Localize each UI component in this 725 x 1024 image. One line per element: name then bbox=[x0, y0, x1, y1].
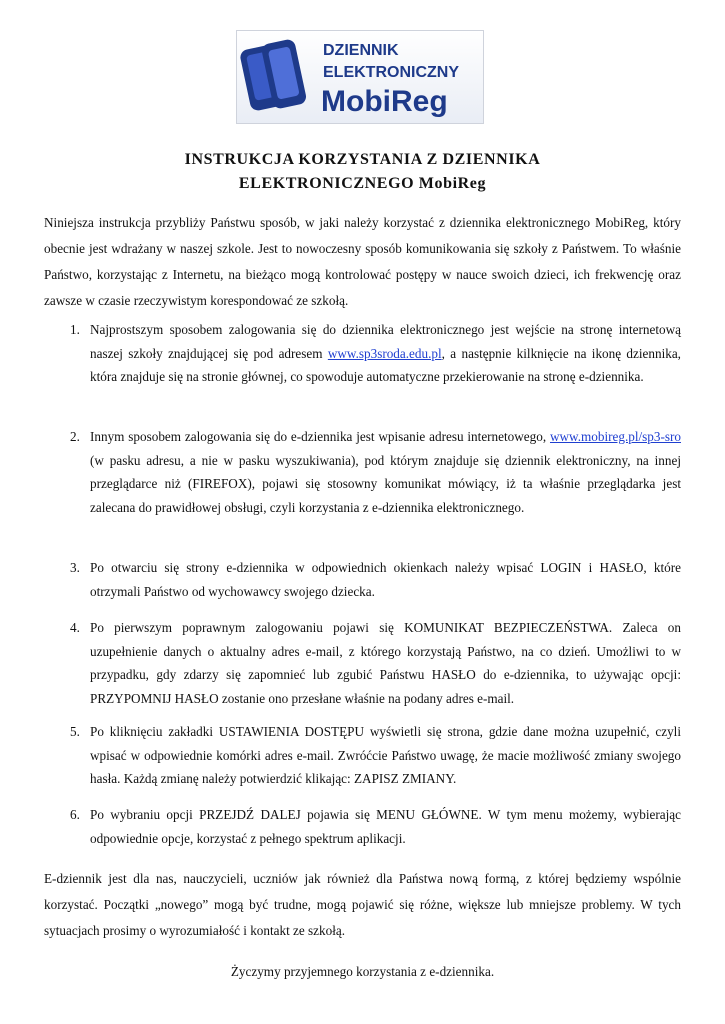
title-line-2: ELEKTRONICZNEGO MobiReg bbox=[238, 175, 487, 192]
list-item-number: 6. bbox=[70, 807, 80, 822]
list-item-number: 5. bbox=[70, 724, 80, 739]
list-item bbox=[70, 803, 681, 850]
list-item-text-before: Innym sposobem zalogowania się do e-dziennika jest wpisanie adresu internetowego, bbox=[90, 429, 550, 444]
list-item-text bbox=[70, 318, 681, 389]
list-item bbox=[70, 556, 681, 603]
closing-line: Życzymy przyjemnego korzystania z e-dziennika. bbox=[230, 964, 495, 979]
list-item-number: 3. bbox=[70, 560, 80, 575]
list-item-text-before: Najprostszym sposobem zalogowania się do dziennika elektronicznego jest wejście na stronę internetową naszej szkoły znajdującej się pod adresem bbox=[90, 322, 681, 361]
logo-line-2: ELEKTRONICZNY bbox=[323, 64, 459, 81]
list-item bbox=[70, 318, 681, 389]
logo-line-1: DZIENNIK bbox=[323, 42, 399, 59]
intro-paragraph: Niniejsza instrukcja przybliży Państwu sposób, w jaki należy korzystać z dziennika elektronicznego MobiReg, który obecnie jest wdrażany w naszej szkole. Jest to nowoczesny sposób komunikowania się szkoły z Państwem. To właśnie Państwo, korzystając z Internetu, na bieżąco mogą kontrolować postępy w nauce swoich dzieci, ich frekwencję oraz zawsze w czasie rzeczywistym korespondować ze szkołą. bbox=[44, 215, 681, 308]
title-line-1: INSTRUKCJA KORZYSTANIA Z DZIENNIKA bbox=[184, 151, 541, 168]
list-item-text-after: , a następnie kilknięcie na ikonę dziennika, która znajduje się na stronie głównej, co spowoduje automatyczne przekierowanie na stronę e-dziennika. bbox=[90, 345, 681, 384]
document-title bbox=[0, 148, 725, 196]
mobireg-logo-graphic bbox=[237, 31, 483, 123]
logo-line-3: MobiReg bbox=[321, 85, 448, 118]
list-item-text-after: (w pasku adresu, a nie w pasku wyszukiwania), pod którym znajduje się dziennik elektroniczny, na innej przeglądarce niż (FIREFOX), pojawi się stosowny komunikat mówiący, iż ta właśnie przeglądarka jest zalecana do prawidłowej obsługi, czyli korzystania z e-dziennika elektronicznego. bbox=[90, 452, 681, 515]
outro-paragraph: E-dziennik jest dla nas, nauczycieli, uczniów jak również dla Państwa nową formą, z której będziemy wspólnie korzystać. Początki „nowego” mogą być trudne, mogą pojawić się różne, większe lub mniejsze problemy. W tych sytuacjach prosimy o wyrozumiałość i kontakt ze szkołą. bbox=[44, 871, 681, 938]
list-item-number: 1. bbox=[70, 322, 80, 337]
list-item-text: Po kliknięciu zakładki USTAWIENIA DOSTĘPU wyświetli się strona, gdzie dane można uzupełnić, czyli wpisać w odpowiednie komórki adres e-mail. Zwróćcie Państwo uwagę, że macie możliwość zmiany swojego hasła. Każdą zmianę należy potwierdzić klikając: ZAPISZ ZMIANY. bbox=[90, 724, 681, 786]
mobireg-logo bbox=[236, 30, 484, 124]
mobireg-link[interactable]: www.mobireg.pl/sp3-sro bbox=[549, 429, 681, 444]
list-item bbox=[70, 616, 681, 710]
list-item-text: Po pierwszym poprawnym zalogowaniu pojawi się KOMUNIKAT BEZPIECZEŃSTWA. Zaleca on uzupełnienie danych o aktualny adres e-mail, z którego korzystają Państwo, na co dzień. Umożliwi to w przypadku, gdy zdarzy się zapomnieć lub zgubić Państwu HASŁO do e-dziennika, to używając opcji: PRZYPOMNIJ HASŁO zostanie ono przesłane właśnie na podany adres e-mail. bbox=[90, 620, 681, 706]
list-item bbox=[70, 720, 681, 791]
school-website-link[interactable]: www.sp3sroda.edu.pl bbox=[327, 345, 442, 361]
list-item-text: Po wybraniu opcji PRZEJDŹ DALEJ pojawia się MENU GŁÓWNE. W tym menu możemy, wybierając odpowiednie opcje, korzystać z pełnego spektrum aplikacji. bbox=[90, 807, 681, 846]
list-item-number: 2. bbox=[70, 429, 80, 444]
list-item bbox=[70, 425, 681, 519]
list-item-text bbox=[70, 425, 681, 519]
list-item-number: 4. bbox=[70, 620, 80, 635]
list-item-text: Po otwarciu się strony e-dziennika w odpowiednich okienkach należy wpisać LOGIN i HASŁO, które otrzymali Państwo od wychowawcy swojego dziecka. bbox=[90, 560, 681, 599]
